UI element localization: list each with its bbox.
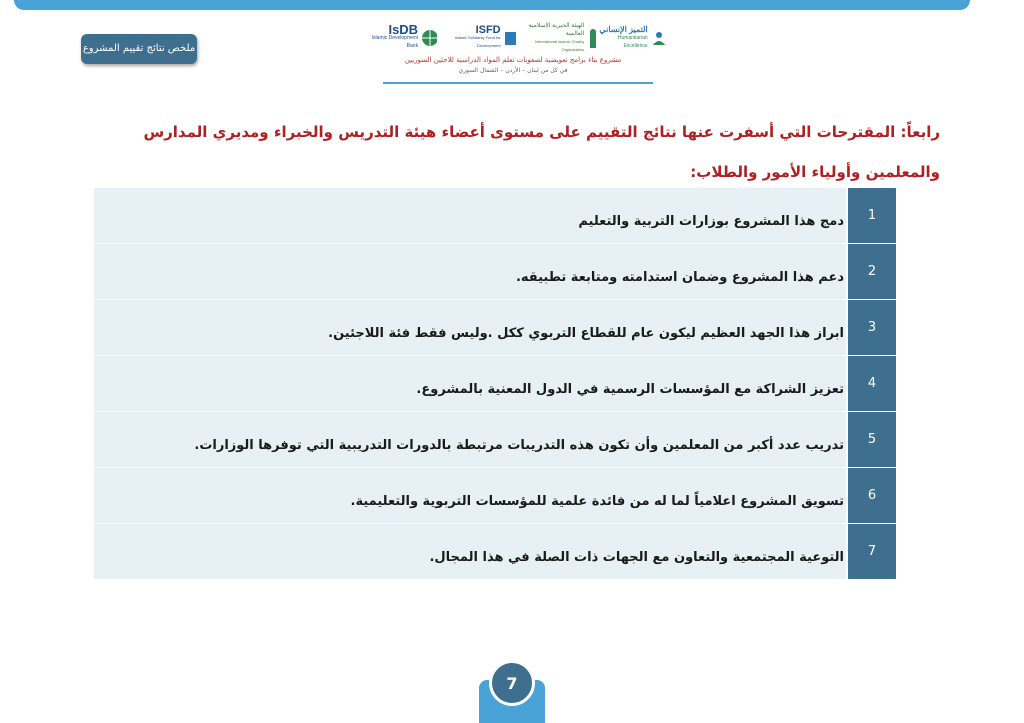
row-text: التوعية المجتمعية والتعاون مع الجهات ذات الصلة في هذا المجال. bbox=[429, 550, 844, 565]
row-number: 2 bbox=[846, 244, 896, 299]
charity-logo-title: الهيئة الخيرية الإسلامية العالمية bbox=[528, 23, 585, 37]
table-row bbox=[94, 524, 896, 580]
row-text: دمج هذا المشروع بوزارات التربية والتعليم bbox=[578, 214, 844, 229]
row-text: ابراز هذا الجهد العظيم ليكون عام للقطاع التربوي ككل .وليس فقط فئة اللاجئين. bbox=[328, 326, 844, 341]
page-number: 7 bbox=[489, 660, 535, 706]
row-number: 5 bbox=[846, 412, 896, 467]
charity-logo bbox=[516, 22, 598, 54]
recommendations-table bbox=[94, 188, 896, 581]
mosque-icon bbox=[587, 27, 598, 49]
summary-badge: ملخص نتائج تقييم المشروع bbox=[81, 34, 197, 64]
partner-logos bbox=[365, 18, 665, 58]
table-row bbox=[94, 188, 896, 244]
isfd-logo-title: ISFD bbox=[475, 24, 501, 36]
row-text: تسويق المشروع اعلامياً لما له من فائدة علمية للمؤسسات التربوية والتعليمية. bbox=[350, 494, 844, 509]
charity-logo-subtitle: International Islamic Charity Organization bbox=[534, 39, 585, 52]
he-logo-subtitle: Humanitarian Excellence bbox=[617, 35, 648, 49]
isdb-logo-title: IsDB bbox=[388, 22, 419, 37]
table-row bbox=[94, 356, 896, 412]
row-number: 6 bbox=[846, 468, 896, 523]
header-divider bbox=[383, 82, 653, 84]
table-row bbox=[94, 468, 896, 524]
table-row bbox=[94, 412, 896, 468]
people-icon bbox=[651, 30, 665, 46]
humanitarian-excellence-logo bbox=[598, 26, 665, 50]
isfd-logo bbox=[437, 26, 516, 50]
project-subtitle: في كل من لبنان – الأردن – الشمال السوري bbox=[458, 67, 568, 74]
row-number: 3 bbox=[846, 300, 896, 355]
row-number: 7 bbox=[846, 524, 896, 579]
he-logo-title: التميز الإنساني bbox=[599, 25, 648, 34]
isdb-logo bbox=[365, 22, 437, 50]
row-text: تعزيز الشراكة مع المؤسسات الرسمية في الدول المعنية بالمشروع. bbox=[416, 382, 844, 397]
table-row bbox=[94, 244, 896, 300]
section-heading: رابعاً: المقترحات التي أسفرت عنها نتائج التقييم على مستوى أعضاء هيئة التدريس والخبراء ومديري المدارس والمعلمين وأولياء الأمور والطلاب: bbox=[143, 123, 940, 181]
row-number: 4 bbox=[846, 356, 896, 411]
globe-icon bbox=[421, 29, 437, 47]
project-title: مشروع بناء برامج تعويضية لصعوبات تعلم المواد الدراسية للاجئين السوريين bbox=[404, 56, 622, 64]
isdb-logo-subtitle: Islamic Development Bank bbox=[371, 35, 419, 49]
isfd-logo-subtitle: Islamic Solidarity Fund for Development bbox=[454, 35, 501, 48]
table-row bbox=[94, 300, 896, 356]
row-text: تدريب عدد أكبر من المعلمين وأن تكون هذه التدريبات مرتبطة بالدورات التدريبية التي توفرها الوزارات. bbox=[194, 438, 844, 453]
isfd-emblem-icon bbox=[504, 29, 517, 47]
top-accent-bar bbox=[14, 0, 970, 10]
row-text: دعم هذا المشروع وضمان استدامته ومتابعة تطبيقه. bbox=[515, 270, 844, 285]
row-number: 1 bbox=[846, 188, 896, 243]
